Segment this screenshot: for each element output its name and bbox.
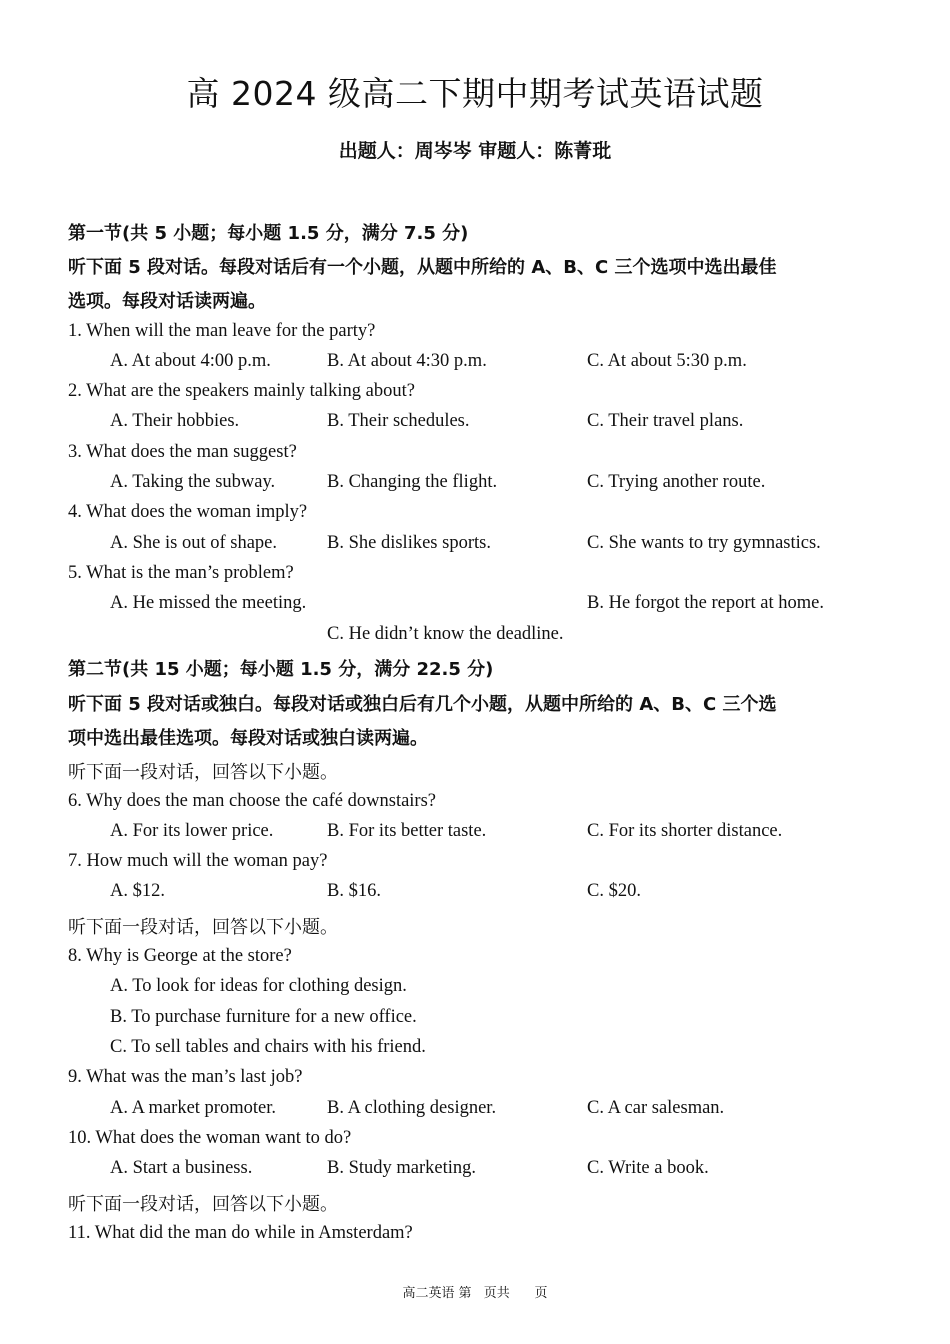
question-2: 2. What are the speakers mainly talking about? xyxy=(68,381,415,401)
q2-option-c: C. Their travel plans. xyxy=(587,411,744,431)
q4-option-a: A. She is out of shape. xyxy=(110,533,277,553)
dialogue-prompt-2: 听下面一段对话，回答以下小题。 xyxy=(68,917,338,938)
q5-option-b: B. He forgot the report at home. xyxy=(587,593,825,613)
footer-page-suffix: 页 xyxy=(534,1286,548,1301)
q3-option-a: A. Taking the subway. xyxy=(110,472,276,492)
q7-option-c: C. $20. xyxy=(587,881,641,901)
question-3: 3. What does the man suggest? xyxy=(68,442,297,462)
q6-option-c: C. For its shorter distance. xyxy=(587,821,783,841)
section2-instruction-1: 听下面 5 段对话或独白。每段对话或独白后有几个小题，从题中所给的 A、B、C 三个选 xyxy=(68,694,777,715)
question-5: 5. What is the man’s problem? xyxy=(68,563,294,583)
q6-option-a: A. For its lower price. xyxy=(110,821,274,841)
q8-option-b: B. To purchase furniture for a new office. xyxy=(110,1007,417,1027)
q1-option-c: C. At about 5:30 p.m. xyxy=(587,351,747,371)
q9-option-a: A. A market promoter. xyxy=(110,1098,276,1118)
question-6: 6. Why does the man choose the café downstairs? xyxy=(68,791,437,811)
question-1: 1. When will the man leave for the party? xyxy=(68,321,376,341)
question-8: 8. Why is George at the store? xyxy=(68,946,292,966)
q2-option-a: A. Their hobbies. xyxy=(110,411,240,431)
question-10: 10. What does the woman want to do? xyxy=(68,1128,352,1148)
section1-instruction-1: 听下面 5 段对话。每段对话后有一个小题，从题中所给的 A、B、C 三个选项中选出最佳 xyxy=(68,257,777,278)
q4-option-b: B. She dislikes sports. xyxy=(327,533,491,553)
footer-page-prefix: 第 xyxy=(458,1286,472,1301)
q1-option-a: A. At about 4:00 p.m. xyxy=(110,351,271,371)
q5-option-c: C. He didn’t know the deadline. xyxy=(327,624,564,644)
q7-option-b: B. $16. xyxy=(327,881,381,901)
q1-option-b: B. At about 4:30 p.m. xyxy=(327,351,487,371)
section1-heading: 第一节(共 5 小题；每小题 1.5 分，满分 7.5 分) xyxy=(68,223,469,244)
footer-subject: 高二英语 xyxy=(402,1286,455,1301)
q3-option-c: C. Trying another route. xyxy=(587,472,766,492)
question-11: 11. What did the man do while in Amsterdam? xyxy=(68,1223,413,1243)
authors-line: 出题人：周岑岑 审题人：陈菁玭 xyxy=(338,140,612,162)
question-4: 4. What does the woman imply? xyxy=(68,502,308,522)
q10-option-b: B. Study marketing. xyxy=(327,1158,477,1178)
q8-option-a: A. To look for ideas for clothing design. xyxy=(110,976,407,996)
q2-option-b: B. Their schedules. xyxy=(327,411,470,431)
question-7: 7. How much will the woman pay? xyxy=(68,851,328,871)
q7-option-a: A. $12. xyxy=(110,881,165,901)
q3-option-b: B. Changing the flight. xyxy=(327,472,498,492)
q10-option-a: A. Start a business. xyxy=(110,1158,253,1178)
q6-option-b: B. For its better taste. xyxy=(327,821,487,841)
section2-heading: 第二节(共 15 小题；每小题 1.5 分，满分 22.5 分) xyxy=(68,659,494,680)
q9-option-b: B. A clothing designer. xyxy=(327,1098,497,1118)
section2-instruction-2: 项中选出最佳选项。每段对话或独白读两遍。 xyxy=(68,728,428,749)
q5-option-a: A. He missed the meeting. xyxy=(110,593,307,613)
dialogue-prompt-1: 听下面一段对话，回答以下小题。 xyxy=(68,762,338,783)
page-footer xyxy=(0,1282,950,1301)
page-title: 高 2024 级高二下期中期考试英语试题 xyxy=(186,74,764,113)
q9-option-c: C. A car salesman. xyxy=(587,1098,725,1118)
dialogue-prompt-3: 听下面一段对话，回答以下小题。 xyxy=(68,1194,338,1215)
q10-option-c: C. Write a book. xyxy=(587,1158,709,1178)
section1-instruction-2: 选项。每段对话读两遍。 xyxy=(68,291,266,312)
footer-page-mid: 页共 xyxy=(483,1286,510,1301)
q4-option-c: C. She wants to try gymnastics. xyxy=(587,533,821,553)
question-9: 9. What was the man’s last job? xyxy=(68,1067,303,1087)
q8-option-c: C. To sell tables and chairs with his friend. xyxy=(110,1037,426,1057)
